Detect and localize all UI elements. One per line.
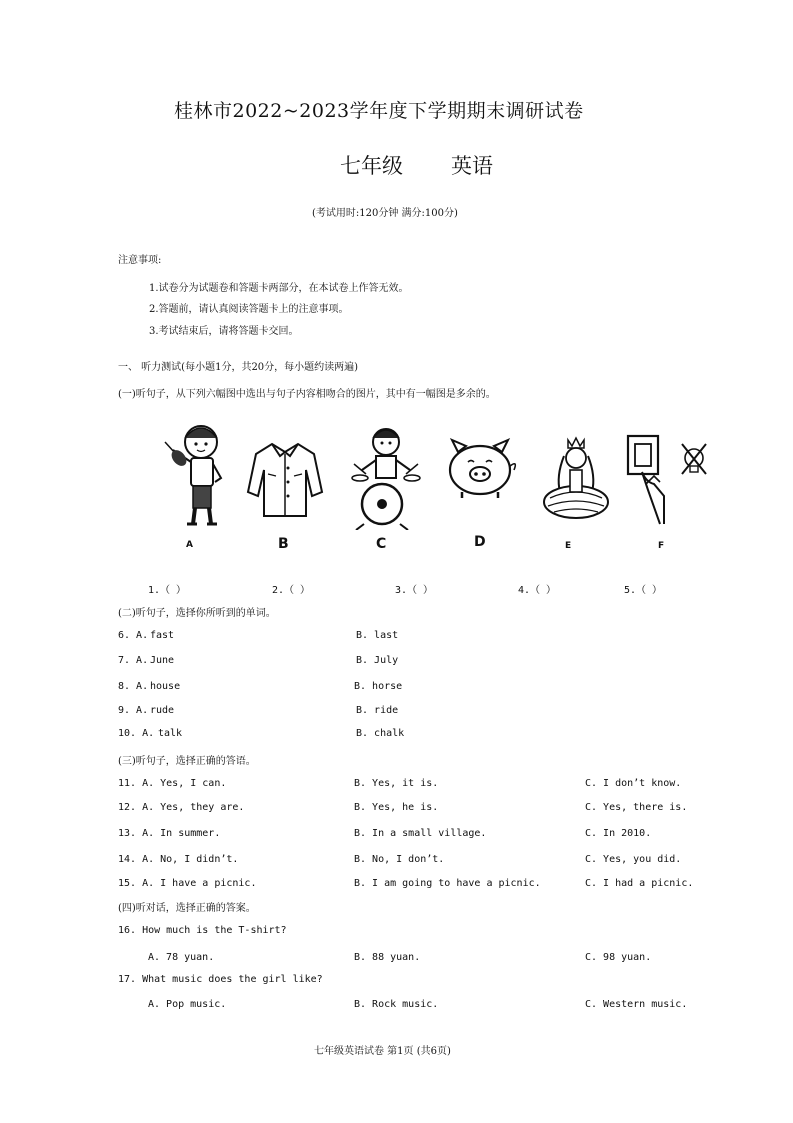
part1-heading: 一、 听力测试(每小题1分，共20分，每小题约读两遍) xyxy=(118,362,359,373)
question-11-option-b[interactable]: B. Yes, it is. xyxy=(354,778,439,789)
note-item-2: 2.答题前，请认真阅读答题卡上的注意事项。 xyxy=(149,304,349,315)
question-10-label: 10. A. xyxy=(118,728,155,739)
question-11-option-a[interactable]: 11. A. Yes, I can. xyxy=(118,778,227,789)
note-item-1: 1.试卷分为试题卷和答题卡两部分，在本试卷上作答无效。 xyxy=(149,283,409,294)
question-17-option-b[interactable]: B. Rock music. xyxy=(354,999,439,1010)
answer-blank-4[interactable]: 4.（ ） xyxy=(518,585,557,596)
question-6-label: 6. A. xyxy=(118,630,149,641)
question-8-option-a[interactable]: house xyxy=(150,681,181,692)
light-switch-icon xyxy=(624,432,712,526)
question-14-option-b[interactable]: B. No, I don’t. xyxy=(354,854,445,865)
question-7-option-a[interactable]: June xyxy=(150,655,175,666)
question-6-option-a[interactable]: fast xyxy=(150,630,175,641)
question-17-text: 17. What music does the girl like? xyxy=(118,974,323,985)
answer-blank-3[interactable]: 3.（ ） xyxy=(395,585,434,596)
picture-label-f: F xyxy=(658,541,665,551)
exam-title: 桂林市2022~2023学年度下学期期末调研试卷 xyxy=(174,100,584,122)
question-11-option-c[interactable]: C. I don’t know. xyxy=(585,778,682,789)
question-12-option-c[interactable]: C. Yes, there is. xyxy=(585,802,688,813)
violin-boy-icon xyxy=(155,420,235,528)
exam-info: (考试用时:120分钟 满分:100分) xyxy=(312,208,458,219)
question-17-option-a[interactable]: A. Pop music. xyxy=(148,999,227,1010)
answer-blank-2[interactable]: 2.（ ） xyxy=(272,585,311,596)
exam-subtitle xyxy=(340,150,493,180)
picture-label-e: E xyxy=(565,541,572,551)
picture-label-b: B xyxy=(278,536,289,552)
question-7-label: 7. A. xyxy=(118,655,149,666)
question-17-option-c[interactable]: C. Western music. xyxy=(585,999,688,1010)
question-15-option-b[interactable]: B. I am going to have a picnic. xyxy=(354,878,541,889)
question-8-label: 8. A. xyxy=(118,681,149,692)
question-15-option-a[interactable]: 15. A. I have a picnic. xyxy=(118,878,257,889)
sec1-heading: (一)听句子，从下列六幅图中选出与句子内容相吻合的图片，其中有一幅图是多余的。 xyxy=(118,389,496,400)
drummer-icon xyxy=(350,426,422,530)
subject-label: 英语 xyxy=(451,154,493,178)
picture-label-a: A xyxy=(186,540,193,550)
question-12-option-b[interactable]: B. Yes, he is. xyxy=(354,802,439,813)
question-12-option-a[interactable]: 12. A. Yes, they are. xyxy=(118,802,245,813)
grade-label: 七年级 xyxy=(340,154,403,178)
question-9-label: 9. A. xyxy=(118,705,149,716)
question-16-option-b[interactable]: B. 88 yuan. xyxy=(354,952,421,963)
question-16-option-c[interactable]: C. 98 yuan. xyxy=(585,952,652,963)
question-16-text: 16. How much is the T-shirt? xyxy=(118,925,287,936)
answer-blank-5[interactable]: 5.（ ） xyxy=(624,585,663,596)
question-13-option-c[interactable]: C. In 2010. xyxy=(585,828,652,839)
note-item-3: 3.考试结束后，请将答题卡交回。 xyxy=(149,326,299,337)
page-footer: 七年级英语试卷 第1页 (共6页) xyxy=(314,1046,451,1057)
question-7-option-b[interactable]: B. July xyxy=(356,655,399,666)
question-9-option-a[interactable]: rude xyxy=(150,705,175,716)
question-16-option-a[interactable]: A. 78 yuan. xyxy=(148,952,215,963)
answer-blank-1[interactable]: 1.（ ） xyxy=(148,585,187,596)
question-10-option-a[interactable]: talk xyxy=(158,728,183,739)
question-9-option-b[interactable]: B. ride xyxy=(356,705,399,716)
question-6-option-b[interactable]: B. last xyxy=(356,630,399,641)
question-8-option-b[interactable]: B. horse xyxy=(354,681,403,692)
question-15-option-c[interactable]: C. I had a picnic. xyxy=(585,878,694,889)
question-14-option-a[interactable]: 14. A. No, I didn’t. xyxy=(118,854,239,865)
sec3-heading: (三)听句子，选择正确的答语。 xyxy=(118,756,256,767)
picture-label-d: D xyxy=(474,534,486,550)
notes-heading: 注意事项: xyxy=(118,255,162,266)
shirt-icon xyxy=(246,440,324,520)
pig-icon xyxy=(444,436,520,500)
sec4-heading: (四)听对话，选择正确的答案。 xyxy=(118,903,256,914)
question-13-option-a[interactable]: 13. A. In summer. xyxy=(118,828,221,839)
question-13-option-b[interactable]: B. In a small village. xyxy=(354,828,487,839)
princess-icon xyxy=(540,436,612,522)
sec2-heading: (二)听句子，选择你所听到的单词。 xyxy=(118,608,276,619)
question-10-option-b[interactable]: B. chalk xyxy=(356,728,405,739)
question-14-option-c[interactable]: C. Yes, you did. xyxy=(585,854,682,865)
picture-label-c: C xyxy=(376,536,387,552)
